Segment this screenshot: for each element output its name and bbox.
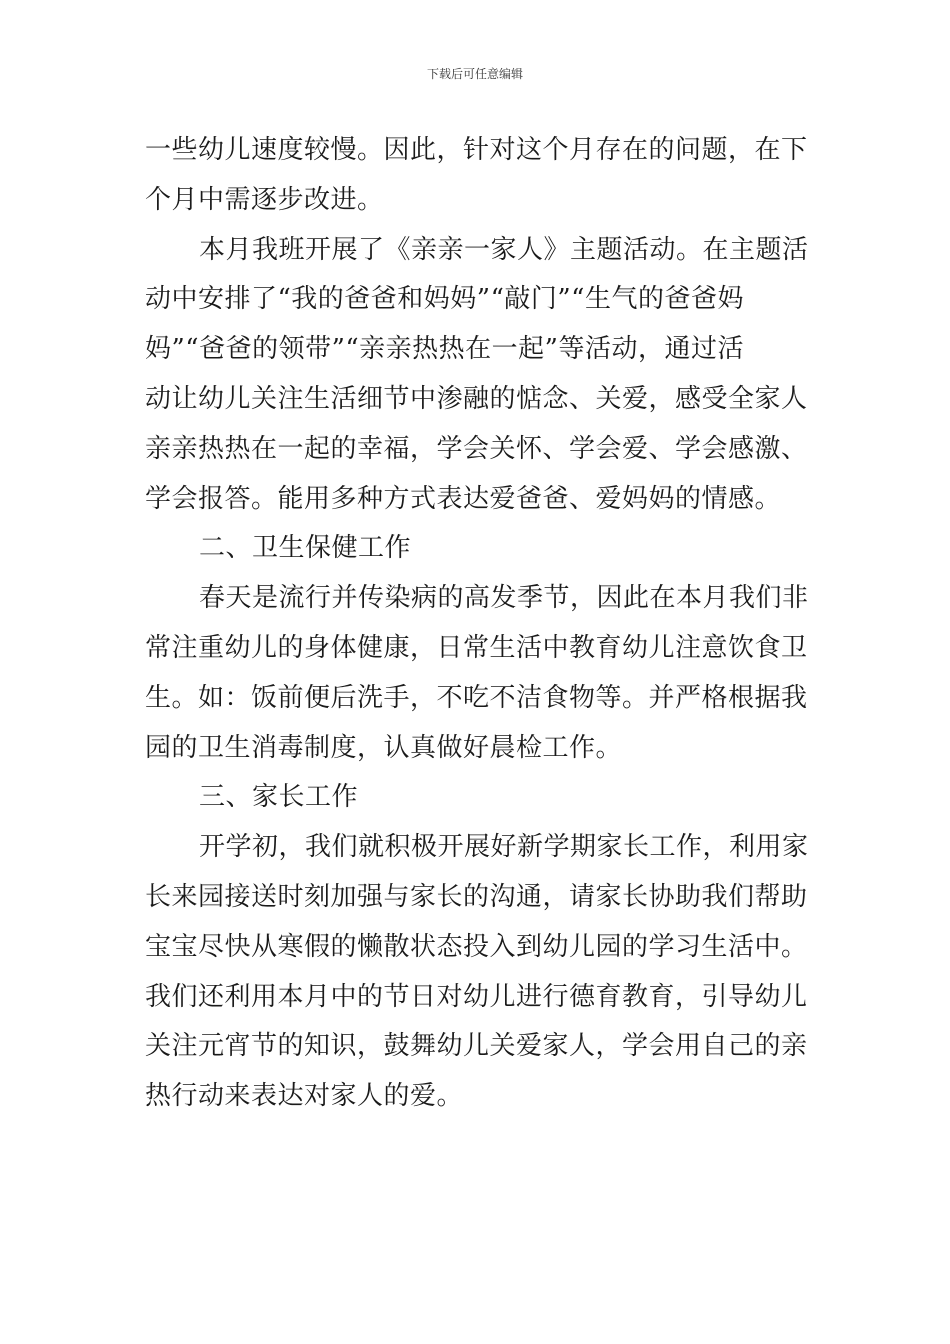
text-line: 三、家长工作: [199, 782, 359, 813]
text-line: 动中安排了“我的爸爸和妈妈”“敲门”“生气的爸爸妈: [145, 284, 744, 315]
text-line: 学会报答。能用多种方式表达爱爸爸、爱妈妈的情感。: [145, 483, 782, 514]
text-line: 园的卫生消毒制度，认真做好晨检工作。: [145, 732, 623, 763]
text-line: 妈”“爸爸的领带”“亲亲热热在一起”等活动，通过活: [145, 334, 744, 365]
text-line: 长来园接送时刻加强与家长的沟通，请家长协助我们帮助: [145, 881, 808, 912]
text-line: 生。如：饭前便后洗手，不吃不洁食物等。并严格根据我: [145, 682, 808, 713]
text-line: 我们还利用本月中的节日对幼儿进行德育教育，引导幼儿: [145, 981, 808, 1012]
page-header: 下载后可任意编辑: [426, 67, 523, 81]
text-line: 热行动来表达对家人的爱。: [145, 1081, 464, 1112]
text-line: 宝宝尽快从寒假的懒散状态投入到幼儿园的学习生活中。: [145, 931, 808, 962]
text-line: 动让幼儿关注生活细节中渗融的惦念、关爱，感受全家人: [145, 383, 808, 414]
text-line: 亲亲热热在一起的幸福，学会关怀、学会爱、学会感激、: [145, 433, 808, 464]
document-body: [145, 126, 810, 1122]
text-line: 一些幼儿速度较慢。因此，针对这个月存在的问题，在下: [145, 135, 808, 165]
text-line: 本月我班开展了《亲亲一家人》主题活动。在主题活: [199, 234, 809, 265]
text-line: 春天是流行并传染病的高发季节，因此在本月我们非: [199, 583, 809, 614]
text-line: 开学初，我们就积极开展好新学期家长工作，利用家: [199, 832, 809, 863]
text-line: 常注重幼儿的身体健康，日常生活中教育幼儿注意饮食卫: [145, 632, 808, 663]
text-line: 二、卫生保健工作: [199, 533, 412, 564]
text-line: 关注元宵节的知识，鼓舞幼儿关爱家人，学会用自己的亲: [145, 1031, 808, 1062]
text-line: 个月中需逐步改进。: [145, 184, 384, 215]
